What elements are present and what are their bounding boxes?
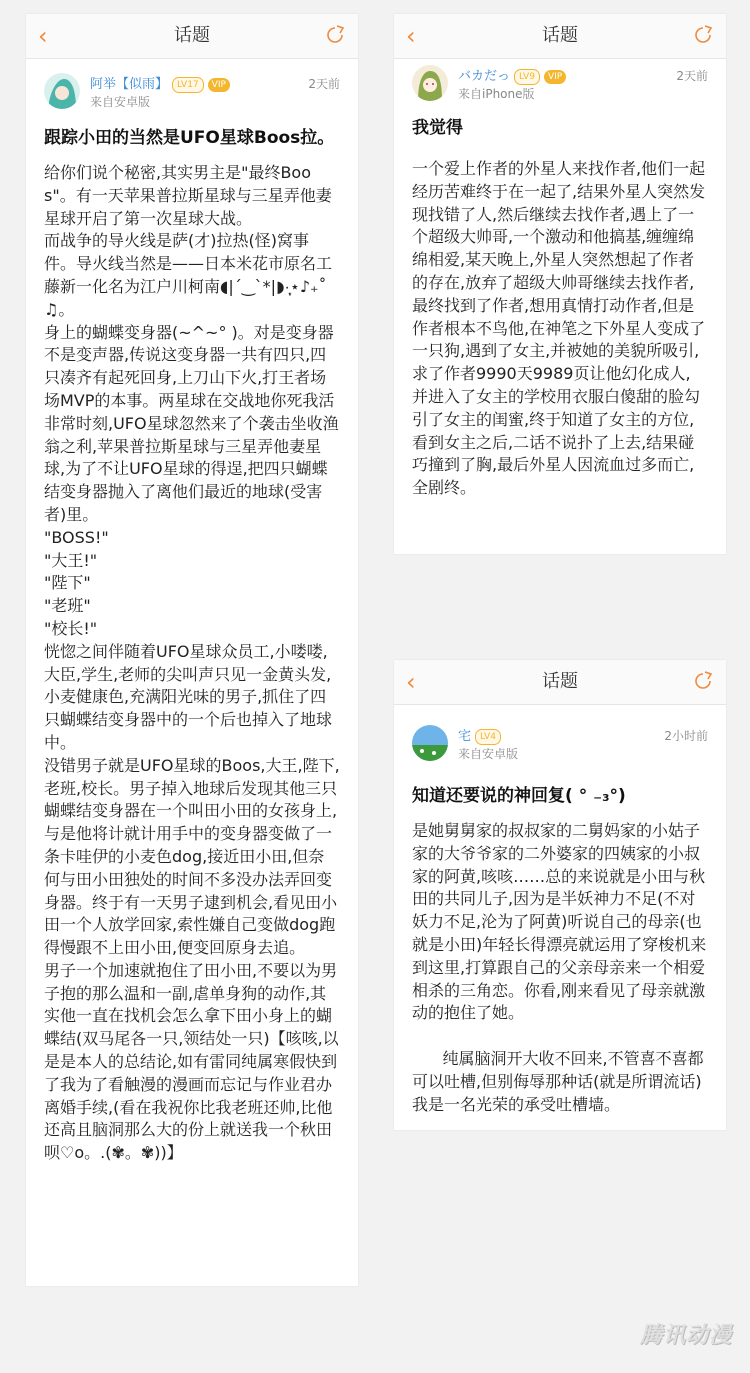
- post-author: [26, 59, 358, 123]
- post-source: 来自安卓版: [458, 747, 519, 761]
- post-author: [394, 51, 726, 113]
- level-badge: LV17: [172, 77, 204, 93]
- post-body: 给你们说个秘密,其实男主是"最终Boos"。有一天苹果普拉斯星球与三星弄他妻星球开启了第一次星球大战。 而战争的导火线是萨(才)拉热(怪)窝事件。导火线当然是——日本米花市原名工藤新一化名为江户川柯南◖|´‿`*|◗·̩͙⋆♪₊˚♫。 身上的蝴蝶变身器(~^~° )。对是变身器不是变声器,传说这变身器一共有四只,四只凑齐有起死回身,上刀山下火,打王者场场MVP的本事。两星球在交战地你死我活非常时刻,UFO星球忽然来了个袭击坐收渔翁之利,苹果普拉斯星球与三星弄他妻星球,为了不让UFO星球的得逞,把四只蝴蝶结变身器抛入了离他们最近的地球(受害者)里。 "BOSS!" "大王!" "陛下" "老班" "校长!" 恍惚之间伴随着UFO星球众员工,小喽喽,大臣,学生,老师的尖叫声只见一金黄头发,小麦健康色,充满阳光味的男子,抓住了四只蝴蝶结变身器中的一个后也掉入了地球中。 没错男子就是UFO星球的Boos,大王,陛下,老班,校长。男子掉入地球后发现其他三只蝴蝶结变身器在一个叫田小田的女孩身上,与是他将计就计用手中的变身器变做了一条卡哇伊的小麦色dog,接近田小田,但奈何与田小田独处的时间不多没办法弄回变身器。终于有一天男子逮到机会,看见田小田一个人放学回家,索性嫌自己变做dog跑得慢跟不上田小田,便变回原身去追。 男子一个加速就抱住了田小田,不要以为男子抱的那么温和一副,虐单身狗的动作,其实他一直在找机会怎么拿下田小身上的蝴蝶结(双马尾各一只,领结处一只)【咳咳,以是是本人的总结论,如有雷同纯属寒假快到了我为了看触漫的漫画而忘记与作业君办离婚手续,(看在我祝你比我老班还帅,比他还高且脑洞那么大的份上就送我一个秋田呗♡o。.(✾。✾))】: [44, 163, 340, 1163]
- level-badge: LV9: [514, 69, 540, 85]
- topic-card-1: [26, 14, 358, 1286]
- username[interactable]: [458, 65, 566, 85]
- header-title: 话题: [174, 25, 210, 46]
- post-time: 2天前: [308, 77, 340, 91]
- post-author: [394, 705, 726, 775]
- post-source: 来自安卓版: [90, 95, 151, 109]
- back-icon[interactable]: ‹: [406, 22, 416, 50]
- avatar[interactable]: [412, 65, 448, 101]
- share-icon[interactable]: [692, 24, 714, 46]
- username-text: 阿举【似雨】: [90, 77, 169, 92]
- header-title: 话题: [542, 671, 578, 692]
- back-icon[interactable]: ‹: [38, 22, 48, 50]
- avatar[interactable]: [412, 725, 448, 761]
- vip-badge: VIP: [544, 70, 566, 84]
- post-time: 2天前: [676, 69, 708, 83]
- header-title: 话题: [542, 25, 578, 46]
- post-source: 来自iPhone版: [458, 87, 535, 101]
- back-icon[interactable]: ‹: [406, 668, 416, 696]
- avatar[interactable]: [44, 73, 80, 109]
- username-text: 宅: [458, 729, 472, 744]
- post-title: 我觉得: [412, 118, 463, 138]
- post-time: 2小时前: [664, 729, 708, 743]
- vip-badge: VIP: [208, 78, 230, 92]
- share-icon[interactable]: [324, 24, 346, 46]
- post-body: 是她舅舅家的叔叔家的二舅妈家的小姑子家的大爷爷家的二外婆家的四姨家的小叔家的阿黄,咳咳……总的来说就是小田与秋田的共同儿子,因为是半妖神力不足(不对妖力不足,沦为了阿黄)听说自己的母亲(也就是小田)年轻长得漂亮就运用了穿梭机来到这里,打算跟自己的父亲母亲来一个相爱相杀的三角恋。你看,刚来看见了母亲就激动的抱住了她。 纯属脑洞开大收不回来,不管喜不喜都可以吐槽,但别侮辱那种话(就是所谓流话)我是一名光荣的承受吐槽墙。: [412, 821, 707, 1114]
- topic-header: [394, 660, 726, 705]
- post-title: 跟踪小田的当然是UFO星球Boos拉。: [44, 128, 335, 148]
- topic-card-2: [394, 14, 726, 554]
- topic-header: [26, 14, 358, 59]
- share-icon[interactable]: [692, 670, 714, 692]
- level-badge: LV4: [475, 729, 501, 745]
- username[interactable]: [90, 73, 230, 93]
- username-text: バカだっ: [458, 69, 511, 84]
- username[interactable]: [458, 725, 501, 745]
- post-title: 知道还要说的神回复( ° ₋₃°): [412, 786, 626, 806]
- topic-card-3: [394, 660, 726, 1130]
- watermark-logo: 腾讯动漫: [639, 1323, 732, 1348]
- post-body: 一个爱上作者的外星人来找作者,他们一起经历苦难终于在一起了,结果外星人突然发现找错了人,然后继续去找作者,遇上了一个超级大帅哥,一个激动和他搞基,缠缠绵绵相爱,某天晚上,外星人突然想起了作者的存在,放弃了超级大帅哥继续去找作者,最终找到了作者,想用真情打动作者,但是作者根本不鸟他,在神笔之下外星人变成了一只狗,遇到了女主,并被她的美貌所吸引,求了作者9990天9989页让他幻化成人, 并进入了女主的学校用衣服白傻甜的脸勾引了女主的闺蜜,终于知道了女主的方位,看到女主之后,二话不说扑了上去,结果碰巧撞到了胸,最后外星人因流血过多而亡,全剧终。: [412, 159, 706, 498]
